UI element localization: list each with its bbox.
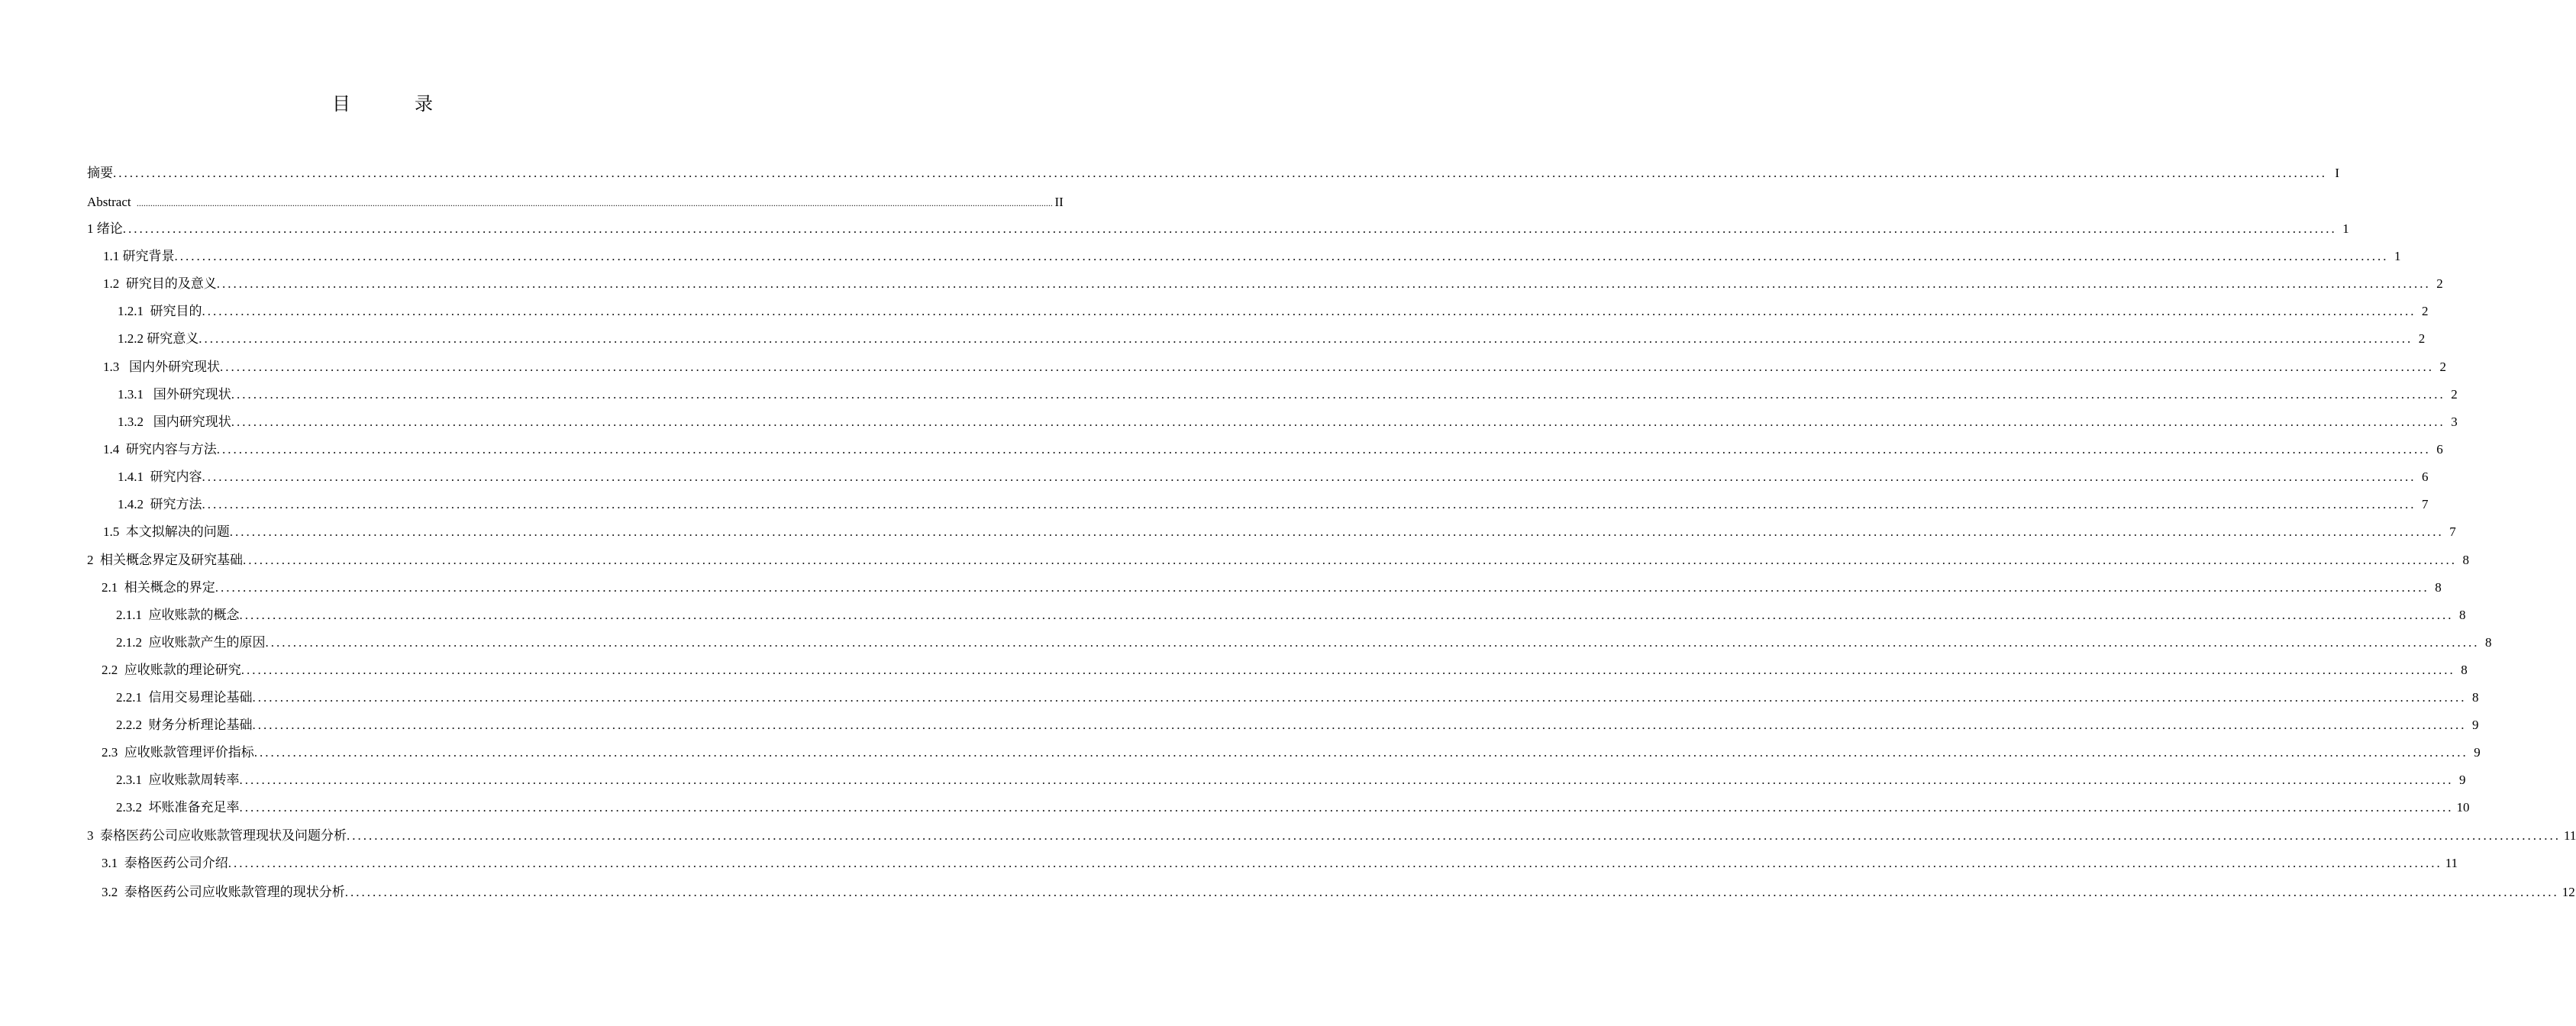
toc-entry-page: 11 (2445, 856, 2458, 870)
toc-entry-label: 2 相关概念界定及研究基础 (87, 553, 243, 567)
toc-entry-1-5[interactable] (103, 522, 2456, 542)
toc-leader-dots: ................................................................................................................................................................................................................................................................................................................................................................................................................ (228, 856, 2442, 870)
toc-leader-dots: ................................................................................................................................................................................................................................................................................................................................................................................................................ (136, 198, 1053, 208)
toc-entry-label: 1.1 研究背景 (103, 249, 175, 263)
toc-entry-page: 10 (2456, 800, 2470, 815)
toc-entry-page: 8 (2435, 580, 2442, 595)
toc-entry-label: 1.4 研究内容与方法 (103, 442, 217, 457)
toc-leader-dots: ................................................................................................................................................................................................................................................................................................................................................................................................................ (240, 663, 2455, 677)
toc-entry-page: 2 (2418, 331, 2426, 346)
toc-entry-1-2-2[interactable] (118, 329, 2426, 349)
toc-leader-dots: ................................................................................................................................................................................................................................................................................................................................................................................................................ (252, 718, 2467, 732)
toc-entry-abstract-en[interactable] (87, 192, 1064, 212)
toc-leader-dots: ................................................................................................................................................................................................................................................................................................................................................................................................................ (344, 885, 2559, 899)
toc-entry-2-1[interactable] (102, 578, 2442, 598)
toc-entry-label: 2.2 应收账款的理论研究 (102, 663, 241, 677)
toc-leader-dots: ................................................................................................................................................................................................................................................................................................................................................................................................................ (239, 608, 2454, 622)
toc-entry-page: 8 (2459, 608, 2466, 622)
toc-entry-2-1-1[interactable] (116, 605, 2466, 625)
toc-entry-label: 1.5 本文拟解决的问题 (103, 524, 230, 539)
toc-entry-page: 12 (2561, 885, 2575, 899)
toc-entry-page: 6 (2422, 469, 2429, 484)
toc-leader-dots: ................................................................................................................................................................................................................................................................................................................................................................................................................ (215, 580, 2429, 595)
toc-entry-ch3[interactable] (87, 826, 2576, 846)
toc-leader-dots: ................................................................................................................................................................................................................................................................................................................................................................................................................ (253, 745, 2468, 760)
toc-entry-label: 2.3 应收账款管理评价指标 (102, 745, 254, 760)
toc-leader-dots: ................................................................................................................................................................................................................................................................................................................................................................................................................ (174, 249, 2389, 263)
toc-entry-1-4-1[interactable] (118, 467, 2429, 487)
toc-entry-label: 1.2 研究目的及意义 (103, 276, 217, 291)
toc-entry-1-3-2[interactable] (118, 412, 2458, 432)
toc-entry-abstract-cn[interactable] (87, 163, 2339, 183)
toc-entry-page: 2 (2439, 360, 2446, 374)
toc-leader-dots: ................................................................................................................................................................................................................................................................................................................................................................................................................ (216, 442, 2431, 457)
toc-entry-page: 7 (2422, 497, 2429, 511)
toc-entry-page: 2 (2436, 276, 2443, 291)
toc-entry-page: 6 (2436, 442, 2443, 457)
toc-entry-1-4-2[interactable] (118, 495, 2429, 515)
toc-entry-page: 2 (2451, 387, 2458, 402)
toc-entry-label: 1.4.2 研究方法 (118, 497, 202, 511)
toc-entry-2-2-1[interactable] (116, 688, 2479, 708)
toc-entry-2-3-2[interactable] (116, 798, 2470, 818)
toc-leader-dots: ................................................................................................................................................................................................................................................................................................................................................................................................................ (229, 524, 2444, 539)
toc-entry-label: 3 泰格医药公司应收账款管理现状及问题分析 (87, 828, 347, 843)
toc-leader-dots: ................................................................................................................................................................................................................................................................................................................................................................................................................ (216, 276, 2431, 291)
toc-entry-label: 1 绪论 (87, 221, 123, 236)
toc-leader-dots: ................................................................................................................................................................................................................................................................................................................................................................................................................ (231, 415, 2445, 429)
toc-entry-label: 2.1.2 应收账款产生的原因 (116, 635, 266, 650)
toc-leader-dots: ................................................................................................................................................................................................................................................................................................................................................................................................................ (239, 800, 2454, 815)
toc-entry-page: 8 (2485, 635, 2492, 650)
toc-entry-label: 1.3.2 国内研究现状 (118, 415, 231, 429)
toc-entry-page: 8 (2472, 690, 2479, 705)
toc-entry-2-1-2[interactable] (116, 633, 2492, 653)
toc-leader-dots: ................................................................................................................................................................................................................................................................................................................................................................................................................ (239, 773, 2454, 787)
toc-entry-page: 7 (2449, 524, 2456, 539)
toc-entry-label: 1.2.2 研究意义 (118, 331, 199, 346)
toc-entry-2-2-2[interactable] (116, 715, 2479, 735)
toc-entry-label: 2.1 相关概念的界定 (102, 580, 215, 595)
toc-entry-label: 2.3.1 应收账款周转率 (116, 773, 240, 787)
toc-title: 目 录 (332, 95, 456, 115)
toc-entry-page: 2 (2422, 304, 2429, 318)
toc-entry-1-2-1[interactable] (118, 302, 2429, 321)
toc-leader-dots: ................................................................................................................................................................................................................................................................................................................................................................................................................ (252, 690, 2467, 705)
toc-entry-2-3[interactable] (102, 743, 2481, 763)
toc-leader-dots: ................................................................................................................................................................................................................................................................................................................................................................................................................ (202, 304, 2416, 318)
toc-leader-dots: ................................................................................................................................................................................................................................................................................................................................................................................................................ (202, 497, 2416, 511)
toc-entry-page: 1 (2394, 249, 2401, 263)
toc-leader-dots: ................................................................................................................................................................................................................................................................................................................................................................................................................ (243, 553, 2457, 567)
toc-entry-page: 3 (2451, 415, 2458, 429)
toc-entry-page: 9 (2474, 745, 2481, 760)
toc-entry-1-3-1[interactable] (118, 385, 2458, 405)
toc-entry-label: 2.1.1 应收账款的概念 (116, 608, 240, 622)
toc-entry-page: 1 (2342, 221, 2349, 236)
toc-entry-label: 1.2.1 研究目的 (118, 304, 202, 318)
toc-entry-page: II (1054, 195, 1064, 209)
toc-entry-page: 9 (2472, 718, 2479, 732)
toc-leader-dots: ................................................................................................................................................................................................................................................................................................................................................................................................................ (265, 635, 2480, 650)
toc-entry-page: 9 (2459, 773, 2466, 787)
toc-entry-page: 11 (2564, 828, 2576, 843)
toc-entry-ch2[interactable] (87, 550, 2469, 570)
toc-entry-label: 2.2.1 信用交易理论基础 (116, 690, 253, 705)
toc-entry-3-1[interactable] (102, 853, 2458, 873)
toc-leader-dots: ................................................................................................................................................................................................................................................................................................................................................................................................................ (220, 360, 2434, 374)
toc-entry-page: 8 (2462, 553, 2469, 567)
toc-leader-dots: ................................................................................................................................................................................................................................................................................................................................................................................................................ (231, 387, 2445, 402)
toc-entry-label: 3.1 泰格医药公司介绍 (102, 856, 228, 870)
toc-entry-page: I (2335, 166, 2339, 180)
toc-leader-dots: ................................................................................................................................................................................................................................................................................................................................................................................................................ (113, 166, 2327, 180)
toc-entry-1-4[interactable] (103, 440, 2443, 460)
toc-leader-dots: ................................................................................................................................................................................................................................................................................................................................................................................................................ (199, 331, 2413, 346)
toc-entry-label: 1.3 国内外研究现状 (103, 360, 220, 374)
toc-leader-dots: ................................................................................................................................................................................................................................................................................................................................................................................................................ (347, 828, 2561, 843)
toc-entry-2-3-1[interactable] (116, 770, 2466, 790)
toc-leader-dots: ................................................................................................................................................................................................................................................................................................................................................................................................................ (202, 469, 2416, 484)
toc-entry-2-2[interactable] (102, 660, 2468, 680)
toc-entry-1-3[interactable] (103, 357, 2446, 377)
toc-entry-1-1[interactable] (103, 247, 2401, 266)
toc-entry-page: 8 (2461, 663, 2468, 677)
toc-entry-3-2[interactable] (102, 882, 2575, 902)
toc-entry-label: 摘要 (87, 166, 113, 180)
toc-entry-label: Abstract (87, 195, 134, 209)
toc-entry-label: 3.2 泰格医药公司应收账款管理的现状分析 (102, 885, 345, 899)
toc-entry-label: 1.3.1 国外研究现状 (118, 387, 231, 402)
toc-entry-label: 2.3.2 坏账准备充足率 (116, 800, 240, 815)
toc-entry-label: 1.4.1 研究内容 (118, 469, 202, 484)
toc-entry-label: 2.2.2 财务分析理论基础 (116, 718, 253, 732)
toc-leader-dots: ................................................................................................................................................................................................................................................................................................................................................................................................................ (122, 221, 2337, 236)
toc-entry-ch1[interactable] (87, 219, 2349, 239)
toc-entry-1-2[interactable] (103, 274, 2443, 294)
